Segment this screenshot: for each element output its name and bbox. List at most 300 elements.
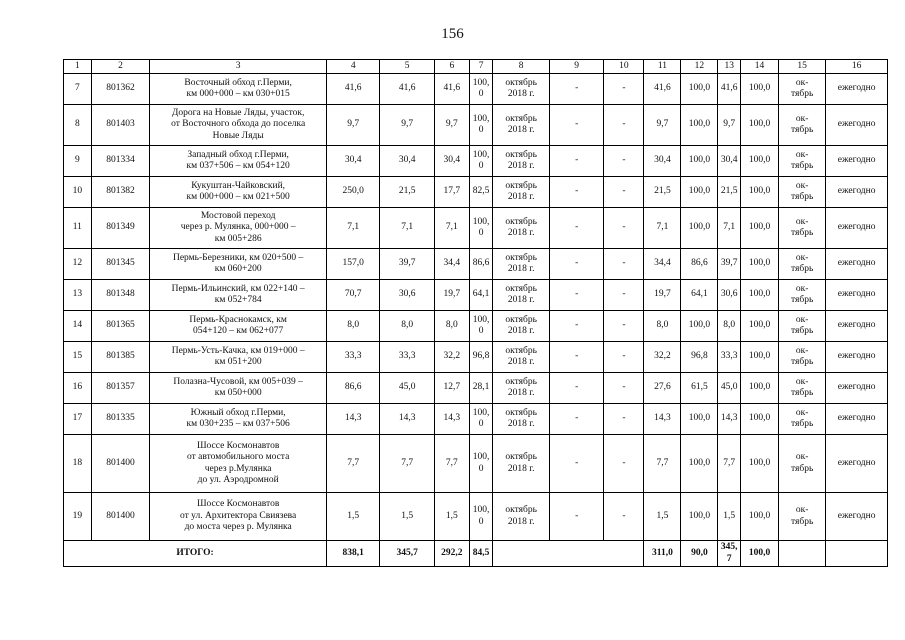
road-name-line: Западный обход г.Перми,	[187, 149, 289, 160]
value-c4: 250,0	[327, 177, 380, 208]
road-name-line: от Восточного обхода до поселка	[171, 119, 306, 130]
road-name-line: до моста через р. Мулянка	[184, 522, 292, 533]
value-c8-line: 2018 г.	[507, 388, 535, 398]
row-number: 8	[64, 105, 92, 146]
value-c10: -	[604, 435, 644, 493]
road-name-line: Шоссе Космонавтов	[196, 499, 280, 510]
value-c15-line: тябрь	[790, 388, 814, 398]
value-c15-line: ок-	[795, 113, 809, 124]
value-c8	[493, 280, 550, 311]
value-c7-line: 86,6	[472, 258, 490, 269]
value-c8-line: 2018 г.	[507, 326, 535, 336]
road-code: 801334	[91, 146, 150, 177]
value-c8-line: октябрь	[505, 149, 537, 160]
road-name-line: км 060+200	[214, 264, 262, 274]
road-name-line: км 005+286	[214, 233, 262, 244]
total-c5: 345,7	[380, 541, 434, 567]
value-c4: 9,7	[327, 105, 380, 146]
value-c8	[493, 373, 550, 404]
column-header: 5	[380, 60, 434, 74]
table-row	[64, 311, 888, 342]
value-c13: 7,1	[718, 208, 741, 249]
value-c10: -	[604, 311, 644, 342]
road-code: 801345	[91, 249, 150, 280]
value-c9: -	[549, 280, 603, 311]
table-row	[64, 493, 888, 541]
value-c5: 30,4	[380, 146, 434, 177]
value-c14: 100,0	[741, 311, 779, 342]
header-row	[64, 60, 888, 74]
total-c11: 311,0	[644, 541, 681, 567]
value-c5: 9,7	[380, 105, 434, 146]
column-header: 2	[91, 60, 150, 74]
value-c7-line: 0	[478, 161, 484, 171]
road-name-line: км 030+235 – км 037+506	[186, 419, 290, 429]
value-c8	[493, 249, 550, 280]
value-c8-line: 2018 г.	[507, 357, 535, 367]
value-c6: 8,0	[434, 311, 469, 342]
value-c7	[469, 373, 493, 404]
value-c15-line: ок-	[795, 345, 809, 356]
value-c9: -	[549, 74, 603, 105]
value-c15	[779, 435, 826, 493]
value-c10: -	[604, 74, 644, 105]
value-c14: 100,0	[741, 146, 779, 177]
value-c11: 7,1	[644, 208, 681, 249]
value-c4: 30,4	[327, 146, 380, 177]
value-c8	[493, 435, 550, 493]
value-c6: 19,7	[434, 280, 469, 311]
value-c4: 33,3	[327, 342, 380, 373]
value-c6: 34,4	[434, 249, 469, 280]
value-c12: 100,0	[681, 208, 718, 249]
value-c4: 7,1	[327, 208, 380, 249]
value-c9: -	[549, 105, 603, 146]
value-c14: 100,0	[741, 105, 779, 146]
road-name	[150, 105, 327, 146]
value-c8-line: 2018 г.	[507, 463, 535, 474]
value-c6: 1,5	[434, 493, 469, 541]
road-code: 801385	[91, 342, 150, 373]
total-row	[64, 541, 888, 567]
column-header: 7	[469, 60, 493, 74]
value-c15	[779, 373, 826, 404]
value-c6: 7,7	[434, 435, 469, 493]
road-name	[150, 404, 327, 435]
page-number: 156	[441, 26, 464, 42]
column-header: 14	[741, 60, 779, 74]
value-c8-line: октябрь	[505, 113, 537, 124]
value-c5: 33,3	[380, 342, 434, 373]
value-c5: 1,5	[380, 493, 434, 541]
value-c15-line: тябрь	[790, 419, 814, 429]
value-c13: 14,3	[718, 404, 741, 435]
value-c7-line: 100,	[472, 113, 490, 124]
value-c8	[493, 105, 550, 146]
value-c15	[779, 74, 826, 105]
value-c15-line: тябрь	[790, 192, 814, 202]
value-c15	[779, 208, 826, 249]
value-c4: 41,6	[327, 74, 380, 105]
value-c13: 33,3	[718, 342, 741, 373]
value-c4: 8,0	[327, 311, 380, 342]
value-c16: ежегодно	[826, 404, 888, 435]
value-c8-line: 2018 г.	[507, 161, 535, 171]
value-c15-line: тябрь	[790, 463, 814, 474]
road-name-line: км 000+000 – км 030+015	[186, 89, 290, 99]
value-c16: ежегодно	[826, 105, 888, 146]
row-number: 13	[64, 280, 92, 311]
value-c10: -	[604, 177, 644, 208]
value-c6: 9,7	[434, 105, 469, 146]
value-c6: 41,6	[434, 74, 469, 105]
value-c10: -	[604, 249, 644, 280]
road-name-line: Мостовой переход	[200, 210, 276, 221]
road-name-line: Новые Ляды	[212, 130, 264, 141]
value-c16: ежегодно	[826, 280, 888, 311]
road-name	[150, 342, 327, 373]
value-c15	[779, 493, 826, 541]
value-c8-line: 2018 г.	[507, 264, 535, 274]
value-c7-line: 100,	[472, 452, 490, 463]
road-code: 801362	[91, 74, 150, 105]
road-name-line: Шоссе Космонавтов	[196, 440, 280, 451]
value-c11: 27,6	[644, 373, 681, 404]
value-c9: -	[549, 373, 603, 404]
value-c14: 100,0	[741, 208, 779, 249]
value-c6: 12,7	[434, 373, 469, 404]
value-c6: 32,2	[434, 342, 469, 373]
value-c6: 17,7	[434, 177, 469, 208]
value-c14: 100,0	[741, 342, 779, 373]
road-name	[150, 74, 327, 105]
column-header: 4	[327, 60, 380, 74]
value-c15-line: тябрь	[790, 228, 814, 238]
total-c12: 90,0	[681, 541, 718, 567]
row-number: 15	[64, 342, 92, 373]
value-c15	[779, 105, 826, 146]
value-c11: 34,4	[644, 249, 681, 280]
value-c11: 30,4	[644, 146, 681, 177]
value-c9: -	[549, 404, 603, 435]
value-c12: 100,0	[681, 74, 718, 105]
road-name	[150, 311, 327, 342]
value-c16: ежегодно	[826, 311, 888, 342]
road-code: 801335	[91, 404, 150, 435]
value-c7	[469, 311, 493, 342]
value-c12: 100,0	[681, 404, 718, 435]
value-c11: 32,2	[644, 342, 681, 373]
value-c11: 7,7	[644, 435, 681, 493]
value-c8-line: октябрь	[505, 452, 537, 463]
value-c6: 14,3	[434, 404, 469, 435]
row-number: 19	[64, 493, 92, 541]
road-name	[150, 177, 327, 208]
table-row	[64, 208, 888, 249]
value-c9: -	[549, 146, 603, 177]
value-c5: 7,1	[380, 208, 434, 249]
value-c8-line: октябрь	[505, 345, 537, 356]
value-c4: 14,3	[327, 404, 380, 435]
value-c15	[779, 311, 826, 342]
value-c10: -	[604, 373, 644, 404]
road-code: 801382	[91, 177, 150, 208]
value-c15-line: ок-	[795, 452, 809, 463]
value-c8-line: 2018 г.	[507, 89, 535, 99]
value-c16: ежегодно	[826, 435, 888, 493]
road-name	[150, 146, 327, 177]
value-c4: 157,0	[327, 249, 380, 280]
value-c10: -	[604, 280, 644, 311]
road-name-line: Пермь-Ильинский, км 022+140 –	[171, 283, 305, 294]
total-c4: 838,1	[327, 541, 380, 567]
value-c16: ежегодно	[826, 177, 888, 208]
value-c7-line: 100,	[472, 216, 490, 227]
road-code: 801403	[91, 105, 150, 146]
value-c15-line: тябрь	[790, 357, 814, 367]
value-c11: 14,3	[644, 404, 681, 435]
data-table	[63, 59, 888, 567]
value-c8	[493, 208, 550, 249]
value-c8-line: 2018 г.	[507, 295, 535, 305]
value-c8	[493, 146, 550, 177]
road-name	[150, 280, 327, 311]
value-c8	[493, 74, 550, 105]
road-name-line: км 037+506 – км 054+120	[186, 161, 290, 171]
row-number: 18	[64, 435, 92, 493]
value-c7	[469, 280, 493, 311]
value-c5: 39,7	[380, 249, 434, 280]
value-c7	[469, 342, 493, 373]
column-header: 10	[604, 60, 644, 74]
total-c13	[718, 541, 741, 567]
value-c8-line: октябрь	[505, 376, 537, 387]
road-name-line: Пермь-Березники, км 020+500 –	[172, 252, 304, 263]
value-c5: 41,6	[380, 74, 434, 105]
road-name-line: до ул. Аэродромной	[197, 474, 279, 485]
value-c11: 19,7	[644, 280, 681, 311]
value-c7-line: 0	[478, 326, 484, 336]
value-c5: 21,5	[380, 177, 434, 208]
value-c15-line: ок-	[795, 407, 809, 418]
column-header: 13	[718, 60, 741, 74]
value-c8-line: октябрь	[505, 407, 537, 418]
column-header: 9	[549, 60, 603, 74]
value-c8-line: октябрь	[505, 180, 537, 191]
value-c12: 96,8	[681, 342, 718, 373]
value-c13: 41,6	[718, 74, 741, 105]
value-c14: 100,0	[741, 493, 779, 541]
value-c8	[493, 342, 550, 373]
road-name	[150, 435, 327, 493]
value-c9: -	[549, 249, 603, 280]
column-header: 8	[493, 60, 550, 74]
value-c7	[469, 105, 493, 146]
value-c12: 100,0	[681, 177, 718, 208]
value-c9: -	[549, 493, 603, 541]
value-c15-line: ок-	[795, 77, 809, 88]
value-c12: 64,1	[681, 280, 718, 311]
value-c4: 70,7	[327, 280, 380, 311]
value-c8	[493, 493, 550, 541]
value-c5: 8,0	[380, 311, 434, 342]
total-c6: 292,2	[434, 541, 469, 567]
value-c8	[493, 311, 550, 342]
value-c13: 45,0	[718, 373, 741, 404]
value-c15-line: тябрь	[790, 161, 814, 171]
value-c8	[493, 404, 550, 435]
value-c8-line: октябрь	[505, 216, 537, 227]
table-row	[64, 177, 888, 208]
road-name-line: через р. Мулянка, 000+000 –	[180, 222, 296, 233]
value-c12: 100,0	[681, 311, 718, 342]
value-c15-line: тябрь	[790, 125, 814, 135]
column-header: 12	[681, 60, 718, 74]
column-header: 6	[434, 60, 469, 74]
column-header: 15	[779, 60, 826, 74]
total-empty	[826, 541, 888, 567]
value-c7-line: 28,1	[472, 382, 490, 393]
value-c16: ежегодно	[826, 249, 888, 280]
value-c7-line: 100,	[472, 314, 490, 325]
value-c5: 45,0	[380, 373, 434, 404]
value-c13: 1,5	[718, 493, 741, 541]
value-c12: 100,0	[681, 435, 718, 493]
value-c15-line: ок-	[795, 283, 809, 294]
value-c14: 100,0	[741, 373, 779, 404]
value-c14: 100,0	[741, 177, 779, 208]
value-c4: 7,7	[327, 435, 380, 493]
total-empty	[779, 541, 826, 567]
value-c10: -	[604, 208, 644, 249]
value-c12: 100,0	[681, 146, 718, 177]
column-header: 11	[644, 60, 681, 74]
value-c16: ежегодно	[826, 74, 888, 105]
road-name-line: Кукуштан-Чайковский,	[191, 180, 286, 191]
value-c15	[779, 342, 826, 373]
value-c13: 30,6	[718, 280, 741, 311]
road-name-line: км 050+000	[214, 388, 262, 398]
total-c13-line: 7	[726, 553, 732, 564]
value-c5: 30,6	[380, 280, 434, 311]
value-c7-line: 82,5	[472, 186, 490, 197]
total-empty	[493, 541, 644, 567]
table-row	[64, 342, 888, 373]
value-c10: -	[604, 493, 644, 541]
value-c16: ежегодно	[826, 342, 888, 373]
road-code: 801400	[91, 435, 150, 493]
road-name-line: км 051+200	[214, 357, 262, 367]
value-c16: ежегодно	[826, 373, 888, 404]
table-row	[64, 74, 888, 105]
table-row	[64, 105, 888, 146]
value-c9: -	[549, 311, 603, 342]
road-name-line: Пермь-Краснокамск, км	[189, 314, 287, 325]
table-row	[64, 146, 888, 177]
road-code: 801400	[91, 493, 150, 541]
total-c13-line: 345,	[720, 542, 738, 553]
road-name-line: 054+120 – км 062+077	[193, 326, 284, 336]
value-c7-line: 0	[478, 125, 484, 135]
value-c15-line: тябрь	[790, 89, 814, 99]
value-c13: 30,4	[718, 146, 741, 177]
value-c15	[779, 249, 826, 280]
value-c11: 41,6	[644, 74, 681, 105]
value-c8-line: октябрь	[505, 283, 537, 294]
value-c10: -	[604, 105, 644, 146]
value-c7-line: 0	[478, 419, 484, 429]
total-label: ИТОГО:	[64, 541, 327, 567]
value-c16: ежегодно	[826, 493, 888, 541]
road-name-line: Дорога на Новые Ляды, участок,	[171, 107, 305, 118]
value-c15-line: тябрь	[790, 295, 814, 305]
value-c8-line: 2018 г.	[507, 228, 535, 238]
value-c8-line: октябрь	[505, 252, 537, 263]
value-c15-line: ок-	[795, 376, 809, 387]
value-c9: -	[549, 435, 603, 493]
value-c13: 7,7	[718, 435, 741, 493]
value-c7	[469, 249, 493, 280]
table-row	[64, 280, 888, 311]
road-name	[150, 493, 327, 541]
value-c7-line: 0	[478, 516, 484, 527]
value-c9: -	[549, 208, 603, 249]
value-c15-line: ок-	[795, 252, 809, 263]
value-c7-line: 0	[478, 89, 484, 99]
row-number: 17	[64, 404, 92, 435]
road-name	[150, 249, 327, 280]
row-number: 10	[64, 177, 92, 208]
total-c14: 100,0	[741, 541, 779, 567]
value-c8-line: октябрь	[505, 505, 537, 516]
road-name-line: Восточный обход г.Перми,	[184, 77, 292, 88]
value-c4: 86,6	[327, 373, 380, 404]
value-c12: 100,0	[681, 105, 718, 146]
value-c15	[779, 280, 826, 311]
road-name-line: Полазна-Чусовой, км 005+039 –	[173, 376, 303, 387]
value-c8-line: 2018 г.	[507, 125, 535, 135]
value-c7-line: 100,	[472, 77, 490, 88]
table-row	[64, 435, 888, 493]
value-c5: 7,7	[380, 435, 434, 493]
column-header: 16	[826, 60, 888, 74]
value-c12: 61,5	[681, 373, 718, 404]
value-c5: 14,3	[380, 404, 434, 435]
road-code: 801348	[91, 280, 150, 311]
value-c9: -	[549, 342, 603, 373]
road-name-line: от автомобильного моста	[187, 452, 290, 463]
value-c15	[779, 146, 826, 177]
row-number: 14	[64, 311, 92, 342]
value-c11: 1,5	[644, 493, 681, 541]
value-c13: 9,7	[718, 105, 741, 146]
value-c8	[493, 177, 550, 208]
value-c7-line: 0	[478, 228, 484, 238]
table-row	[64, 373, 888, 404]
value-c14: 100,0	[741, 280, 779, 311]
value-c11: 8,0	[644, 311, 681, 342]
road-name-line: км 000+000 – км 021+500	[186, 192, 290, 202]
column-header: 3	[150, 60, 327, 74]
value-c7-line: 100,	[472, 407, 490, 418]
value-c8-line: 2018 г.	[507, 192, 535, 202]
value-c12: 100,0	[681, 493, 718, 541]
value-c7	[469, 435, 493, 493]
value-c7	[469, 493, 493, 541]
value-c11: 9,7	[644, 105, 681, 146]
value-c15	[779, 404, 826, 435]
value-c15-line: ок-	[795, 180, 809, 191]
